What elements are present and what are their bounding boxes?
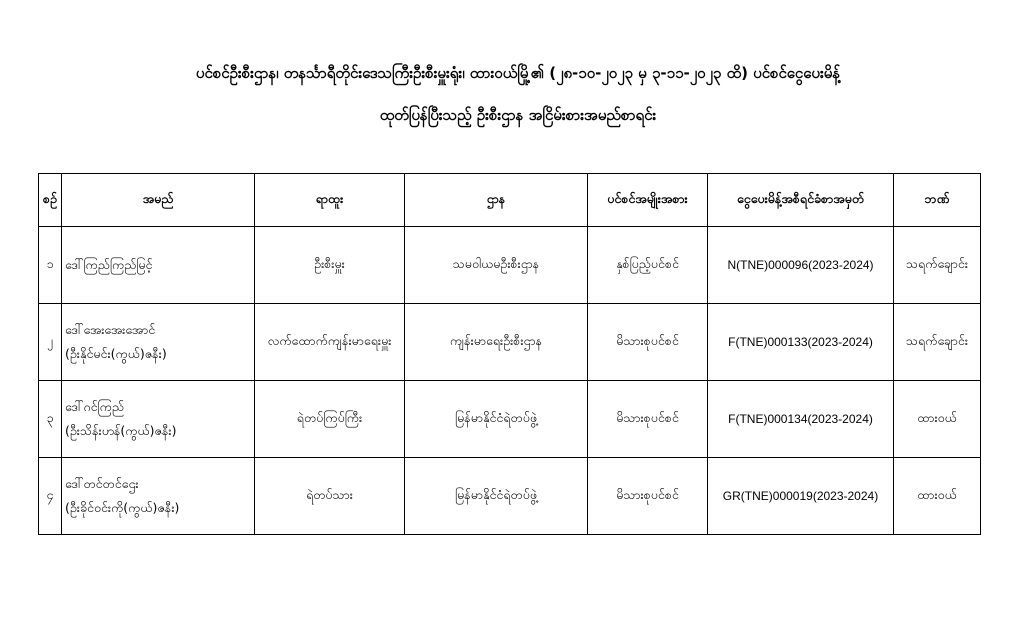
cell-bank: သရက်ချောင်း [894, 304, 981, 381]
table-row [39, 227, 981, 304]
column-header-order-number: ငွေပေးမိန့်အစီရင်ခံစာအမှတ် [708, 174, 894, 227]
cell-department: သမဝါယမဦးစီးဌာန [405, 227, 588, 304]
cell-rank: ရဲတပ်သား [255, 458, 405, 535]
column-header-name: အမည် [62, 174, 255, 227]
column-header-department: ဌာန [405, 174, 588, 227]
spouse-note-line: (ဦးခိုင်ဝင်းကို(ကွယ်)ဇနီး) [65, 500, 180, 515]
spouse-note-line: (ဦးနိုင်မင်း(ကွယ်)ဇနီး) [65, 346, 167, 361]
cell-no: ၂ [39, 304, 62, 381]
cell-pension-type: မိသားစုပင်စင် [588, 381, 708, 458]
name-line: ဒေါ်တင်တင်ဌေး [65, 476, 139, 491]
cell-rank: လက်ထောက်ကျန်းမာရေးမှူး [255, 304, 405, 381]
cell-order-number: N(TNE)000096(2023-2024) [708, 227, 894, 304]
cell-pension-type: မိသားစုပင်စင် [588, 304, 708, 381]
document-title-line2: ထုတ်ပြန်ပြီးသည့် ဦးစီးဌာန အငြိမ်းစားအမည်စာရင်း [379, 106, 657, 124]
table-header-row [39, 174, 981, 227]
table-row [39, 458, 981, 535]
cell-no: ၃ [39, 381, 62, 458]
cell-department: မြန်မာနိုင်ငံရဲတပ်ဖွဲ့ [405, 381, 588, 458]
cell-name [62, 381, 255, 458]
cell-no: ၄ [39, 458, 62, 535]
cell-order-number: GR(TNE)000019(2023-2024) [708, 458, 894, 535]
cell-no: ၁ [39, 227, 62, 304]
cell-pension-type: နှစ်ပြည့်ပင်စင် [588, 227, 708, 304]
cell-department: မြန်မာနိုင်ငံရဲတပ်ဖွဲ့ [405, 458, 588, 535]
name-line: ဒေါ်ဂင်ကြည် [65, 399, 124, 414]
spouse-note-line: (ဦးသိန်းဟန်(ကွယ်)ဇနီး) [65, 423, 177, 438]
cell-bank: ထားဝယ် [894, 381, 981, 458]
table-row [39, 304, 981, 381]
cell-bank: သရက်ချောင်း [894, 227, 981, 304]
cell-rank: ဦးစီးမှူး [255, 227, 405, 304]
cell-department: ကျန်းမာရေးဦးစီးဌာန [405, 304, 588, 381]
cell-name [62, 458, 255, 535]
pensioner-table [38, 173, 981, 535]
table-row [39, 381, 981, 458]
name-line: ဒေါ်ကြည်ကြည်မြင့် [65, 257, 153, 272]
cell-order-number: F(TNE)000134(2023-2024) [708, 381, 894, 458]
cell-bank: ထားဝယ် [894, 458, 981, 535]
cell-name [62, 227, 255, 304]
column-header-pension-type: ပင်စင်အမျိုးအစား [588, 174, 708, 227]
column-header-no: စဉ် [39, 174, 62, 227]
cell-pension-type: မိသားစုပင်စင် [588, 458, 708, 535]
document-title-line1: ပင်စင်ဦးစီးဌာန၊ တနင်္သာရီတိုင်းဒေသကြီးဦးစီးမှူးရုံး၊ ထားဝယ်မြို့၏ (၂၈-၁၀-၂၀၂၃ မှ ၃-၁၁-၂၀၂၃ ထိ) ပင်စင်ငွေပေးမိန့် [195, 64, 841, 82]
name-line: ဒေါ်အေးအေးအောင် [65, 322, 156, 337]
column-header-bank: ဘဏ် [894, 174, 981, 227]
cell-order-number: F(TNE)000133(2023-2024) [708, 304, 894, 381]
cell-name [62, 304, 255, 381]
column-header-rank: ရာထူး [255, 174, 405, 227]
cell-rank: ရဲတပ်ကြပ်ကြီး [255, 381, 405, 458]
